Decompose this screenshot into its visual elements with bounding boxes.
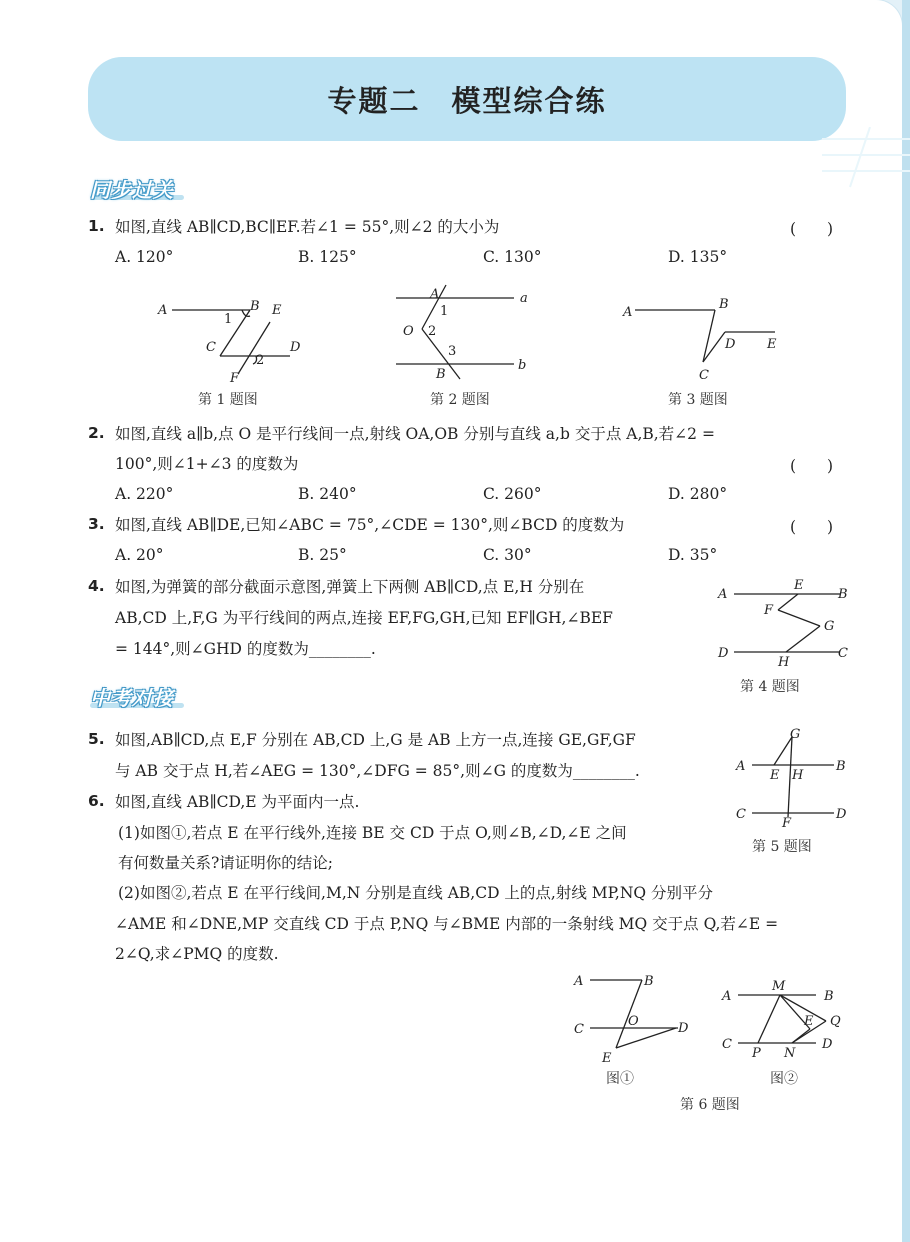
figure-label: Q xyxy=(830,1014,841,1029)
figure-label: B xyxy=(250,299,260,314)
question-number: 2. xyxy=(88,424,105,442)
figure-caption: 第 6 题图 xyxy=(680,1097,740,1113)
figure-label: F xyxy=(764,603,774,618)
option: B. 125° xyxy=(298,248,357,266)
section-tag-exam: 中考对接 xyxy=(90,686,174,710)
parallel-lines-decoration-icon xyxy=(814,127,910,189)
question-text: AB,CD 上,F,G 为平行线间的两点,连接 EF,FG,GH,已知 EF∥GH,∠BEF xyxy=(115,609,613,627)
figure-label: C xyxy=(699,368,709,383)
option: A. 120° xyxy=(115,248,174,266)
option: C. 260° xyxy=(483,485,542,503)
figure-label: F xyxy=(230,371,240,385)
figure-line xyxy=(238,322,270,374)
figure-label: F xyxy=(782,816,792,830)
figure-label: E xyxy=(794,578,804,593)
figure-caption: 图② xyxy=(770,1071,798,1087)
figure-label: E xyxy=(804,1014,814,1029)
question-text: 100°,则∠1+∠3 的度数为 xyxy=(115,455,299,473)
figure-caption: 第 2 题图 xyxy=(430,392,490,408)
figure-label: C xyxy=(838,646,848,661)
figure-line xyxy=(786,626,820,652)
figure-label: E xyxy=(602,1051,612,1066)
figure-3 xyxy=(615,292,785,384)
figure-caption: 第 3 题图 xyxy=(668,392,728,408)
page-title: 专题二 模型综合练 xyxy=(327,84,607,118)
option: D. 280° xyxy=(668,485,728,503)
figure-label: 1 xyxy=(440,304,449,319)
figure-caption: 第 4 题图 xyxy=(740,679,800,695)
option: C. 130° xyxy=(483,248,542,266)
figure-label: H xyxy=(778,655,790,670)
figure-6-1 xyxy=(570,968,700,1066)
figure-label: 2 xyxy=(428,324,437,339)
question-number: 1. xyxy=(88,217,105,235)
question-text: 如图,直线 AB∥CD,BC∥EF.若∠1 = 55°,则∠2 的大小为 xyxy=(115,218,500,236)
option: C. 30° xyxy=(483,546,532,564)
question-text: 如图,直线 AB∥CD,E 为平面内一点. xyxy=(115,793,360,811)
figure-label: B xyxy=(719,297,729,312)
figure-caption: 第 5 题图 xyxy=(752,839,812,855)
figure-label: 1 xyxy=(224,312,233,327)
option: D. 35° xyxy=(668,546,718,564)
question-text: 如图,AB∥CD,点 E,F 分别在 AB,CD 上,G 是 AB 上方一点,连接 GE,GF,GF xyxy=(115,731,636,749)
option: A. 220° xyxy=(115,485,174,503)
question-number: 6. xyxy=(88,792,105,810)
figure-line xyxy=(616,1028,676,1048)
figure-label: A xyxy=(574,974,584,989)
figure-label: D xyxy=(822,1037,833,1052)
question-number: 4. xyxy=(88,577,105,595)
figure-label: A xyxy=(718,587,728,602)
figure-label: B xyxy=(436,367,446,382)
figure-label: A xyxy=(158,303,168,318)
question-text: 如图,直线 a∥b,点 O 是平行线间一点,射线 OA,OB 分别与直线 a,b 交于点 A,B,若∠2 = xyxy=(115,425,715,443)
question-text: ∠AME 和∠DNE,MP 交直线 CD 于点 P,NQ 与∠BME 内部的一条射线 MQ 交于点 Q,若∠E = xyxy=(115,915,779,933)
figure-label: 3 xyxy=(448,344,457,359)
figure-label: C xyxy=(722,1037,732,1052)
figure-6-2 xyxy=(718,975,858,1065)
figure-label: C xyxy=(574,1022,584,1037)
figure-label: C xyxy=(736,807,746,822)
figure-line xyxy=(778,610,820,626)
figure-label: b xyxy=(518,358,527,373)
figure-label: E xyxy=(767,337,777,352)
answer-bracket: ( ) xyxy=(790,220,834,238)
figure-label: C xyxy=(206,340,216,355)
figure-label: A xyxy=(623,305,633,320)
question-text: 2∠Q,求∠PMQ 的度数. xyxy=(115,945,279,963)
figure-caption: 图① xyxy=(606,1071,634,1087)
question-text: 有何数量关系?请证明你的结论; xyxy=(118,854,334,872)
title-banner xyxy=(88,57,846,141)
figure-label: O xyxy=(403,324,414,339)
figure-label: D xyxy=(718,646,729,661)
option: B. 25° xyxy=(298,546,347,564)
question-text: 如图,直线 AB∥DE,已知∠ABC = 75°,∠CDE = 130°,则∠BCD 的度数为 xyxy=(115,516,625,534)
figure-line xyxy=(778,594,798,610)
option: D. 135° xyxy=(668,248,728,266)
figure-2 xyxy=(390,283,540,383)
figure-1 xyxy=(150,290,320,385)
question-text: 与 AB 交于点 H,若∠AEG = 130°,∠DFG = 85°,则∠G 的度数为________. xyxy=(115,762,640,780)
answer-bracket: ( ) xyxy=(790,518,834,536)
question-text: = 144°,则∠GHD 的度数为________. xyxy=(115,640,376,658)
figure-label: B xyxy=(644,974,654,989)
question-number: 3. xyxy=(88,515,105,533)
figure-label: P xyxy=(752,1046,761,1061)
figure-caption: 第 1 题图 xyxy=(198,392,258,408)
option: A. 20° xyxy=(115,546,164,564)
option: B. 240° xyxy=(298,485,357,503)
figure-label: B xyxy=(836,759,846,774)
figure-label: G xyxy=(790,727,801,742)
figure-label: 2 xyxy=(256,353,265,368)
figure-line xyxy=(780,995,826,1021)
figure-label: H xyxy=(792,768,804,783)
question-number: 5. xyxy=(88,730,105,748)
figure-line xyxy=(850,127,870,187)
figure-5 xyxy=(734,725,854,830)
question-text: (1)如图①,若点 E 在平行线外,连接 BE 交 CD 于点 O,则∠B,∠D,∠E 之间 xyxy=(118,824,627,842)
figure-line xyxy=(758,995,780,1043)
figure-label: D xyxy=(725,337,736,352)
figure-label: M xyxy=(772,979,786,994)
figure-label: N xyxy=(784,1046,796,1061)
figure-label: E xyxy=(272,303,282,318)
figure-4 xyxy=(716,574,856,670)
figure-label: G xyxy=(824,619,835,634)
figure-label: A xyxy=(430,287,440,302)
figure-label: D xyxy=(290,340,301,355)
figure-label: O xyxy=(628,1014,639,1029)
figure-label: B xyxy=(824,989,834,1004)
figure-label: D xyxy=(836,807,847,822)
figure-label: B xyxy=(838,587,848,602)
figure-label: A xyxy=(736,759,746,774)
figure-label: A xyxy=(722,989,732,1004)
question-text: 如图,为弹簧的部分截面示意图,弹簧上下两侧 AB∥CD,点 E,H 分别在 xyxy=(115,578,585,596)
question-text: (2)如图②,若点 E 在平行线间,M,N 分别是直线 AB,CD 上的点,射线 MP,NQ 分别平分 xyxy=(118,884,714,902)
section-tag-sync: 同步过关 xyxy=(90,178,174,202)
figure-label: a xyxy=(520,291,528,306)
figure-label: E xyxy=(770,768,780,783)
answer-bracket: ( ) xyxy=(790,457,834,475)
figure-label: D xyxy=(678,1021,689,1036)
